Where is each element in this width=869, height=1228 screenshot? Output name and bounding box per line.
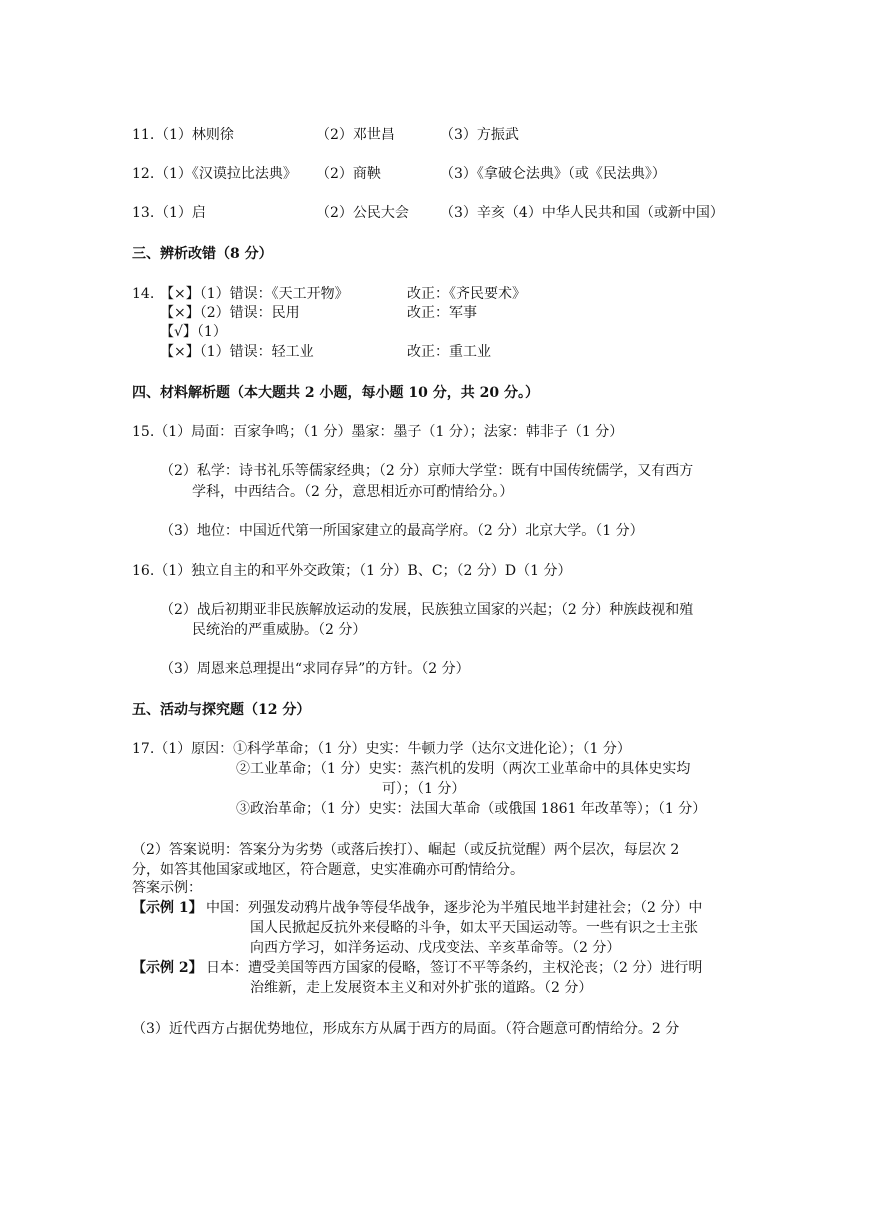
q14-row-3-mark: 【√】（1） (160, 324, 227, 340)
q17-part-2-line-2: 分，如答其他国家或地区，符合题意，史实准确亦可酌情给分。 (132, 862, 524, 878)
q16-part-1: 16.（1）独立自主的和平外交政策；（1 分）B、C；（2 分）D（1 分） (132, 563, 572, 579)
q11-answer-2: （2）邓世昌 (316, 127, 395, 143)
q17-part-1-line-4: ③政治革命；（1 分）史实：法国大革命（或俄国 1861 年改革等）；（1 分） (236, 801, 707, 817)
q13-answer-3: （3）辛亥（4）中华人民共和国（或新中国） (440, 205, 724, 221)
q15-part-3: （3）地位：中国近代第一所国家建立的最高学府。（2 分）北京大学。（1 分） (160, 523, 644, 539)
q17-example-1-line-1: 中国：列强发动鸦片战争等侵华战争，逐步沦为半殖民地半封建社会；（2 分）中 (206, 900, 703, 916)
q17-example-2-line-2: 治维新，走上发展资本主义和对外扩张的道路。（2 分） (250, 980, 593, 996)
q14-row-4-mark: 【×】（1）错误：轻工业 (160, 344, 314, 360)
q17-part-2-line-1: （2）答案说明：答案分为劣势（或落后挨打）、崛起（或反抗觉醒）两个层次，每层次 2 (132, 842, 680, 858)
q16-part-2-line-2: 民统治的严重威胁。（2 分） (192, 622, 367, 638)
q13-answer-1: （1）启 (155, 205, 206, 221)
q17-example-1-label: 【示例 1】 (132, 900, 203, 916)
section-4-title: 四、材料解析题（本大题共 2 小题，每小题 10 分，共 20 分。） (132, 385, 539, 401)
q17-part-1-line-2: ②工业革命；（1 分）史实：蒸汽机的发明（两次工业革命中的具体史实均 (236, 761, 691, 777)
q14-row-2-mark: 【×】（2）错误：民用 (160, 305, 300, 321)
q14-row-1-mark: 【×】（1）错误：《天工开物》 (160, 286, 349, 302)
q17-part-1-line-3: 可）；（1 分） (382, 781, 466, 797)
q11-number: 11. (132, 127, 155, 143)
q16-part-3: （3）周恩来总理提出“求同存异”的方针。（2 分） (160, 661, 470, 677)
q17-part-3: （3）近代西方占据优势地位，形成东方从属于西方的局面。（符合题意可酌情给分。2 分 (132, 1021, 680, 1037)
q12-answer-1: （1）《汉谟拉比法典》 (155, 166, 297, 182)
q13-number: 13. (132, 205, 155, 221)
section-5-title: 五、活动与探究题（12 分） (132, 702, 311, 718)
q15-part-1: 15.（1）局面：百家争鸣；（1 分）墨家：墨子（1 分）；法家：韩非子（1 分） (132, 424, 624, 440)
q15-part-2-line-1: （2）私学：诗书礼乐等儒家经典；（2 分）京师大学堂：既有中国传统儒学，又有西方 (160, 463, 694, 479)
q17-example-2-line-1: 日本：遭受美国等西方国家的侵略，签订不平等条约，主权沦丧；（2 分）进行明 (206, 960, 703, 976)
q12-number: 12. (132, 166, 155, 182)
q14-number: 14. (132, 286, 155, 302)
q17-example-2-label: 【示例 2】 (132, 960, 203, 976)
q12-answer-3: （3）《拿破仑法典》（或《民法典》） (440, 166, 666, 182)
q14-row-4-fix: 改正：重工业 (407, 344, 491, 360)
q17-example-1-line-2: 国人民掀起反抗外来侵略的斗争，如太平天国运动等。一些有识之士主张 (250, 920, 698, 936)
q12-answer-2: （2）商鞅 (316, 166, 381, 182)
q11-answer-1: （1）林则徐 (155, 127, 234, 143)
q16-part-2-line-1: （2）战后初期亚非民族解放运动的发展，民族独立国家的兴起；（2 分）种族歧视和殖 (160, 602, 694, 618)
section-3-title: 三、辨析改错（8 分） (132, 246, 273, 262)
q17-example-1-line-3: 向西方学习，如洋务运动、戊戌变法、辛亥革命等。（2 分） (250, 940, 621, 956)
q14-row-1-fix: 改正：《齐民要术》 (407, 286, 526, 302)
q15-part-2-line-2: 学科，中西结合。（2 分，意思相近亦可酌情给分。） (192, 484, 514, 500)
q17-example-heading: 答案示例： (132, 880, 202, 896)
q11-answer-3: （3）方振武 (440, 127, 519, 143)
q17-part-1-line-1: 17.（1）原因：①科学革命；（1 分）史实：牛顿力学（达尔文进化论）；（1 分） (132, 741, 631, 757)
q14-row-2-fix: 改正：军事 (407, 305, 477, 321)
q13-answer-2: （2）公民大会 (316, 205, 409, 221)
